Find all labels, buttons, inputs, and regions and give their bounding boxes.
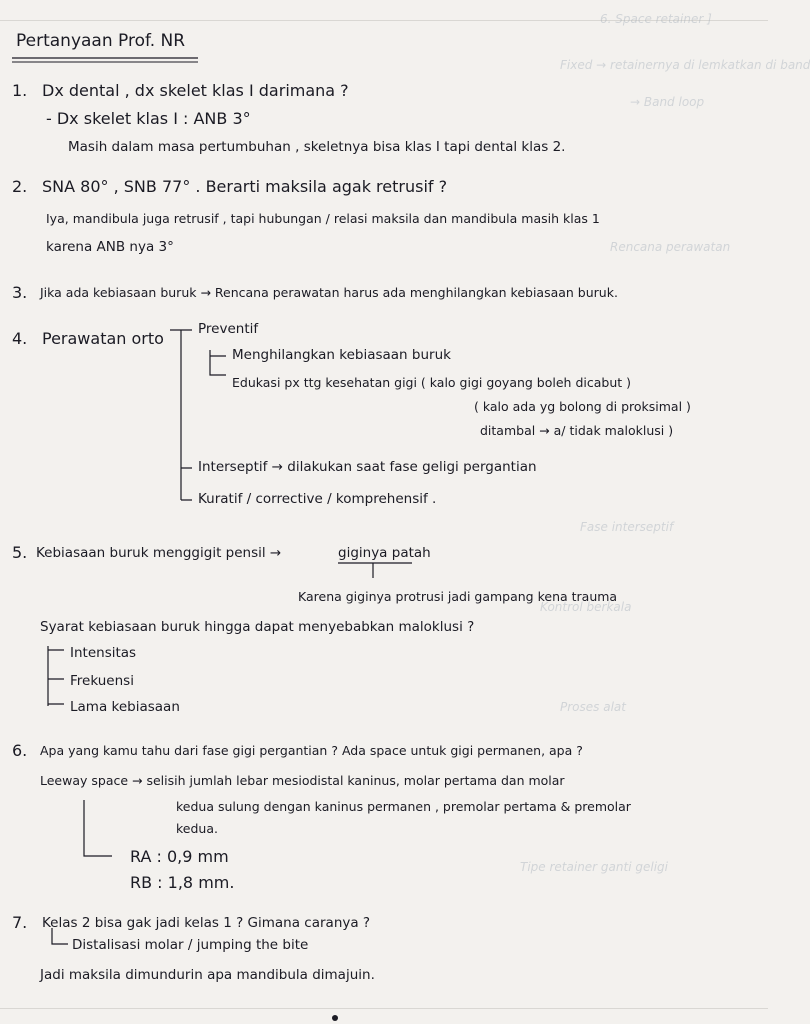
bleed-through-text: Fixed → retainernya di lemkatkan di band (560, 58, 810, 72)
bleed-through-text: Tipe retainer ganti geligi (520, 860, 668, 874)
answer-text: karena ANB nya 3° (46, 239, 174, 255)
bleed-through-text: → Band loop (630, 95, 705, 109)
question-text: SNA 80° , SNB 77° . Berarti maksila agak retrusif ? (42, 177, 448, 196)
preventif-item: Menghilangkan kebiasaan buruk (232, 347, 451, 363)
answer-text: kedua sulung dengan kaninus permanen , premolar pertama & premolar (176, 799, 631, 814)
bleed-through-text: Kontrol berkala (540, 600, 632, 614)
question-text: Apa yang kamu tahu dari fase gigi pergantian ? Ada space untuk gigi permanen, apa ? (40, 743, 583, 758)
question-number: 7. (12, 913, 28, 932)
measurement-ra: RA : 0,9 mm (130, 847, 229, 866)
treatment-preventif: Preventif (198, 321, 259, 337)
treatment-label: Perawatan orto (42, 329, 164, 348)
bleed-through-text: Fase interseptif (580, 520, 674, 534)
result-text: giginya patah (338, 545, 431, 561)
question-text: Jika ada kebiasaan buruk → Rencana perawatan harus ada menghilangkan kebiasaan buruk. (40, 285, 618, 300)
answer-text: - Dx skelet klas I : ANB 3° (46, 109, 251, 128)
condition-item: Intensitas (70, 645, 137, 661)
answer-text: Jadi maksila dimundurin apa mandibula dimajuin. (40, 967, 375, 983)
reason-text: Karena giginya protrusi jadi gampang kena trauma (298, 589, 618, 604)
preventif-note: ( kalo ada yg bolong di proksimal ) (474, 399, 691, 414)
question-number: 6. (12, 741, 28, 760)
question-number: 5. (12, 543, 28, 562)
bleed-through-text: Rencana perawatan (610, 240, 731, 254)
treatment-interseptif: Interseptif → dilakukan saat fase geligi pergantian (198, 459, 537, 475)
page-title: Pertanyaan Prof. NR (16, 31, 186, 51)
preventif-item: Edukasi px ttg kesehatan gigi ( kalo gigi goyang boleh dicabut ) (232, 375, 631, 390)
answer-text: kedua. (176, 821, 218, 836)
question-text: Dx dental , dx skelet klas I darimana ? (42, 81, 349, 100)
measurement-rb: RB : 1,8 mm. (130, 873, 235, 892)
bleed-through-text: Proses alat (560, 700, 626, 714)
question-number: 2. (12, 177, 28, 196)
condition-item: Lama kebiasaan (70, 699, 180, 715)
question-number: 4. (12, 329, 28, 348)
bleed-through-text: 6. Space retainer ] (600, 12, 712, 26)
answer-text: Masih dalam masa pertumbuhan , skeletnya bisa klas I tapi dental klas 2. (68, 139, 566, 155)
treatment-kuratif: Kuratif / corrective / komprehensif . (198, 491, 437, 507)
condition-item: Frekuensi (70, 673, 134, 689)
question-text: Kelas 2 bisa gak jadi kelas 1 ? Gimana caranya ? (42, 915, 371, 931)
question-number: 3. (12, 283, 28, 302)
answer-text: Leeway space → selisih jumlah lebar mesiodistal kaninus, molar pertama dan molar (40, 773, 565, 788)
answer-text: Iya, mandibula juga retrusif , tapi hubungan / relasi maksila dan mandibula masih klas 1 (46, 211, 600, 226)
condition-question: Syarat kebiasaan buruk hingga dapat menyebabkan maloklusi ? (40, 619, 475, 635)
question-number: 1. (12, 81, 28, 100)
answer-text: Distalisasi molar / jumping the bite (72, 937, 309, 953)
question-text: Kebiasaan buruk menggigit pensil → (36, 545, 282, 561)
preventif-note: ditambal → a/ tidak maloklusi ) (480, 423, 674, 438)
